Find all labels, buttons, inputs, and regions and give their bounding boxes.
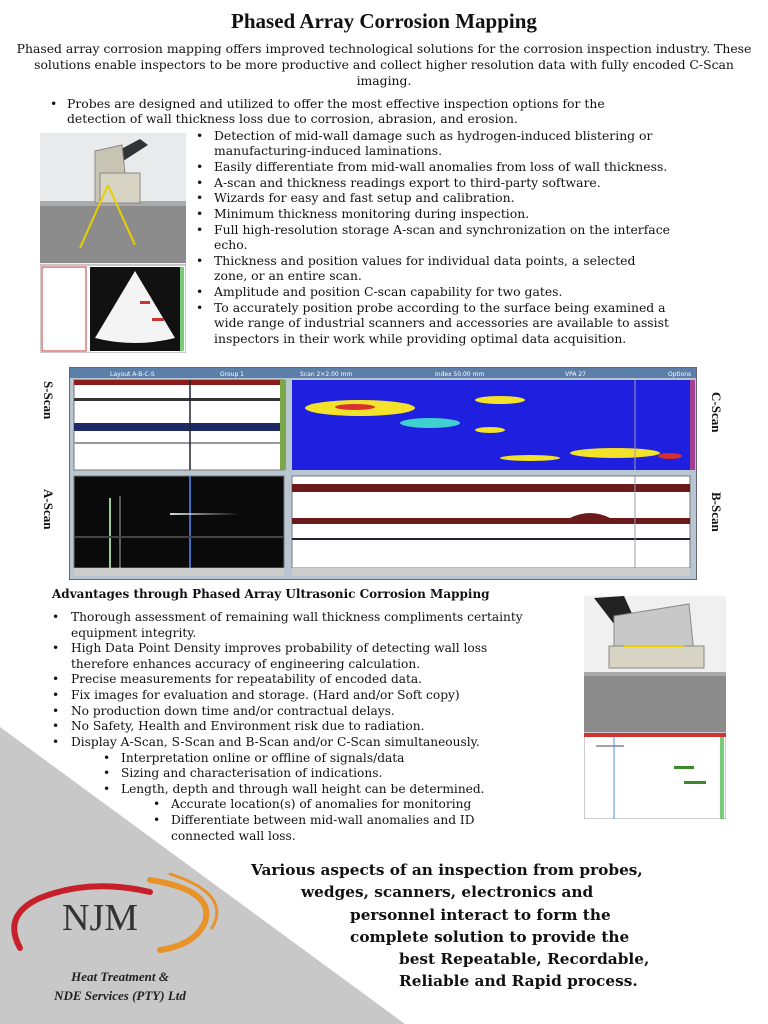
- njm-logo: [0, 870, 230, 980]
- toolbar-index: Index 50.00 mm: [435, 371, 485, 378]
- feature-item: • A-scan and thickness readings export to third-party software.: [196, 175, 601, 190]
- probe-scan-photo: [584, 596, 726, 819]
- advantage-item: • High Data Point Density improves probability of detecting wall loss: [52, 641, 488, 655]
- page-title: Phased Array Corrosion Mapping: [231, 9, 537, 33]
- closing-line: complete solution to provide the: [350, 928, 630, 946]
- advantage-subsubitem-cont: connected wall loss.: [171, 829, 296, 843]
- toolbar-options: Options: [668, 371, 692, 378]
- advantage-subitem: • Sizing and characterisation of indications.: [103, 766, 383, 780]
- toolbar-group: Group 1: [220, 371, 244, 378]
- advantage-item: • No production down time and/or contractual delays.: [52, 704, 395, 718]
- toolbar-scan: Scan 2×2.00 mm: [300, 371, 353, 378]
- feature-item-cont: zone, or an entire scan.: [214, 268, 362, 283]
- company-name: Heat Treatment & NDE Services (PTY) Ltd: [54, 969, 186, 1003]
- feature-item: • Minimum thickness monitoring during inspection.: [196, 206, 530, 221]
- logo-text: NJM: [62, 897, 139, 939]
- advantages-heading: Advantages through Phased Array Ultrasonic Corrosion Mapping: [52, 587, 490, 601]
- advantage-subsubitem: • Accurate location(s) of anomalies for monitoring: [153, 797, 472, 811]
- advantage-item-cont: therefore enhances accuracy of engineering calculation.: [71, 657, 421, 671]
- advantage-item: • No Safety, Health and Environment risk due to radiation.: [52, 719, 425, 733]
- feature-item: • To accurately position probe according to the surface being examined a: [196, 300, 666, 315]
- closing-line: personnel interact to form the: [350, 906, 611, 924]
- advantage-subsubitem: • Differentiate between mid-wall anomalies and ID: [153, 813, 475, 827]
- c-scan-label: C-Scan: [709, 392, 724, 433]
- scan-views-graphic: [70, 368, 696, 579]
- advantage-subitem: • Length, depth and through wall height can be determined.: [103, 782, 485, 796]
- feature-item: • Thickness and position values for individual data points, a selected: [196, 253, 636, 268]
- feature-item-cont: echo.: [214, 237, 248, 252]
- closing-line: Reliable and Rapid process.: [399, 972, 638, 990]
- feature-item: • Full high-resolution storage A-scan and synchronization on the interface: [196, 222, 670, 237]
- closing-line: wedges, scanners, electronics and: [301, 883, 594, 901]
- advantage-item-cont: equipment integrity.: [71, 626, 197, 640]
- advantage-item: • Display A-Scan, S-Scan and B-Scan and/or C-Scan simultaneously.: [52, 735, 480, 749]
- advantage-item: • Fix images for evaluation and storage. (Hard and/or Soft copy): [52, 688, 460, 702]
- intro-paragraph: Phased array corrosion mapping offers improved technological solutions for the corrosion inspection industry. These solutions enable inspectors to be more productive and collect higher resolution data with fully encoded C-Scan imaging.: [16, 41, 752, 88]
- s-scan-label: S-Scan: [41, 381, 56, 420]
- closing-line: best Repeatable, Recordable,: [399, 950, 650, 968]
- toolbar-vpa: VPA 27: [565, 371, 586, 378]
- main-bullet-line2: detection of wall thickness loss due to corrosion, abrasion, and erosion.: [67, 111, 518, 126]
- feature-item: • Amplitude and position C-scan capability for two gates.: [196, 284, 563, 299]
- scan-display-panel: [69, 367, 697, 580]
- feature-item-cont: inspectors in their work while providing optimal data acquisition.: [214, 331, 627, 346]
- feature-item: • Easily differentiate from mid-wall anomalies from loss of wall thickness.: [196, 159, 668, 174]
- advantage-subitem: • Interpretation online or offline of signals/data: [103, 751, 405, 765]
- closing-line: Various aspects of an inspection from probes,: [251, 861, 643, 879]
- probe-photo: [40, 133, 186, 353]
- advantage-item: • Precise measurements for repeatability of encoded data.: [52, 672, 423, 686]
- advantage-item: • Thorough assessment of remaining wall thickness compliments certainty: [52, 610, 523, 624]
- main-bullet: • Probes are designed and utilized to offer the most effective inspection options for the: [50, 96, 605, 111]
- toolbar-layout: Layout A-B-C-S: [110, 371, 155, 378]
- feature-item-cont: manufacturing-induced laminations.: [214, 143, 443, 158]
- feature-item: • Wizards for easy and fast setup and calibration.: [196, 190, 515, 205]
- b-scan-label: B-Scan: [709, 492, 724, 532]
- feature-item: • Detection of mid-wall damage such as hydrogen-induced blistering or: [196, 128, 653, 143]
- a-scan-label: A-Scan: [41, 489, 56, 530]
- feature-item-cont: wide range of industrial scanners and accessories are available to assist: [214, 315, 669, 330]
